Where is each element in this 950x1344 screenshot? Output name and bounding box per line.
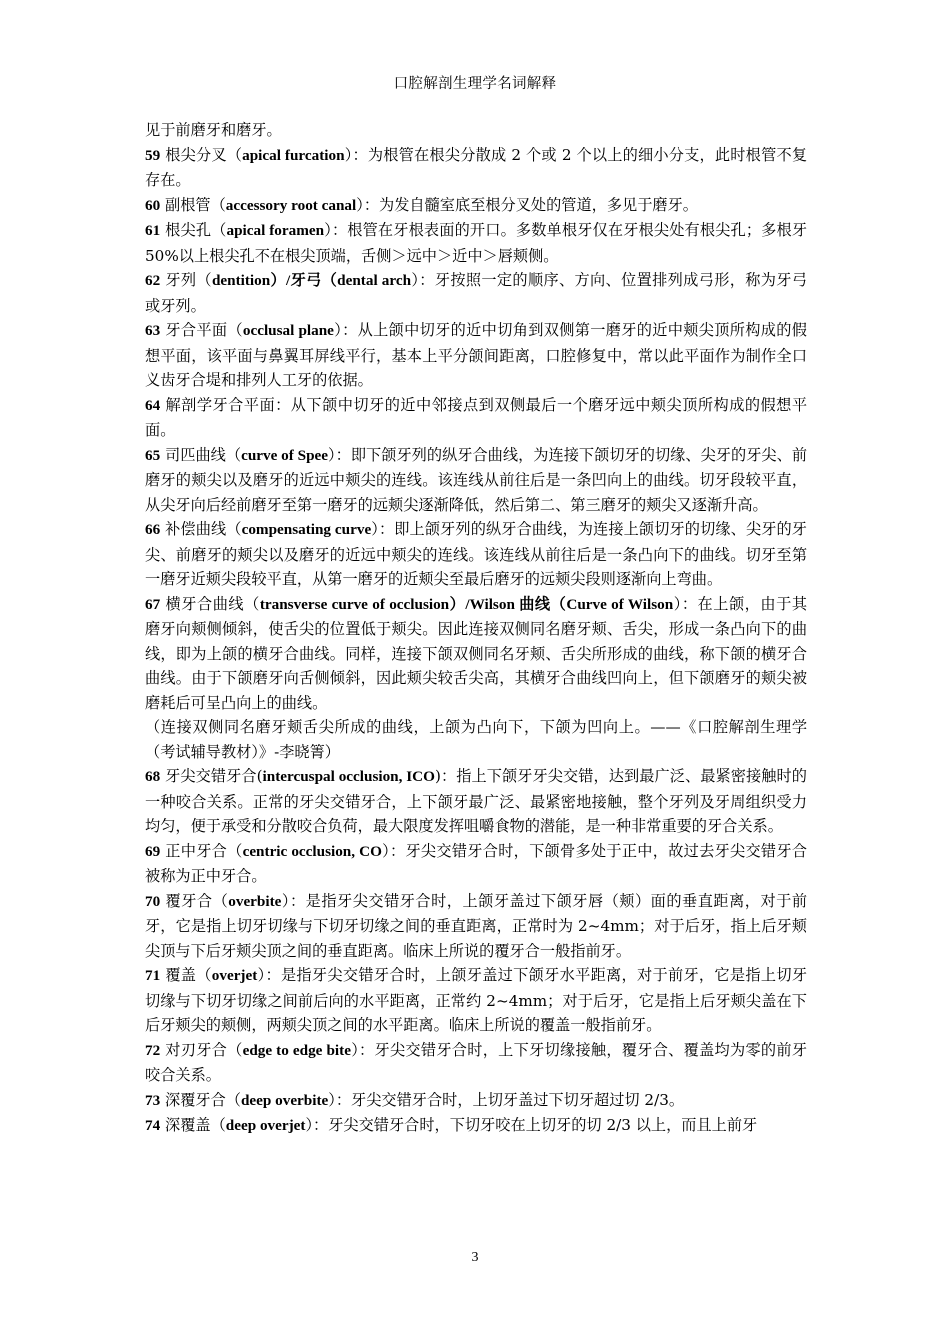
paragraph bbox=[145, 963, 807, 1038]
term-english: occlusal plane bbox=[242, 322, 334, 339]
term-number: 69 bbox=[145, 842, 161, 860]
document-body bbox=[145, 118, 807, 1139]
term-separator: ）/牙弓（ bbox=[270, 272, 338, 289]
term-name: 牙合平面（ bbox=[165, 321, 243, 339]
term-english: apical foramen bbox=[226, 222, 325, 239]
term-english: apical furcation bbox=[242, 146, 345, 164]
term-english-alt: Curve of Wilson bbox=[566, 595, 674, 613]
term-definition: ）：是指牙尖交错牙合时，上颌牙盖过下颌牙唇（颊）面的垂直距离，对于前牙，它是指上切牙切缘与下切牙切缘之间的垂直距离，正常时为 2~4mm；对于后牙，指上后牙颊尖顶与下后牙颊尖顶之间的垂直距离。临床上所说的覆牙合一般指前牙。 bbox=[145, 891, 808, 960]
term-number: 71 bbox=[145, 967, 161, 984]
term-name: 司匹曲线（ bbox=[165, 445, 242, 464]
paragraph bbox=[145, 517, 807, 592]
term-name: 牙尖交错牙合( bbox=[165, 767, 263, 785]
term-english: compensating curve bbox=[241, 521, 372, 538]
term-english: deep overbite bbox=[240, 1091, 329, 1109]
term-name: 横牙合曲线（ bbox=[165, 594, 260, 613]
term-number: 60 bbox=[145, 196, 161, 214]
term-name: 正中牙合（ bbox=[165, 841, 243, 860]
term-english: transverse curve of occlusion bbox=[259, 595, 450, 613]
paragraph bbox=[145, 143, 807, 193]
term-number: 59 bbox=[145, 146, 161, 164]
term-number: 63 bbox=[145, 322, 161, 339]
term-definition: ）：为根管在根尖分散成 2 个或 2 个以上的细小分支，此时根管不复存在。 bbox=[145, 145, 808, 189]
term-definition: ）：从上颌中切牙的近中切角到双侧第一磨牙的近中颊尖顶所构成的假想平面，该平面与鼻翼耳屏线平行，基本上平分颌间距离，口腔修复中，常以此平面作为制作全口义齿牙合堤和排列人工牙的依据。 bbox=[145, 321, 807, 389]
paragraph bbox=[145, 1038, 807, 1088]
term-definition: ）：根管在牙根表面的开口。多数单根牙仅在牙根尖处有根尖孔；多根牙 50%以上根尖孔不在根尖顶端，舌侧＞远中＞近中＞唇颊侧。 bbox=[145, 221, 808, 265]
term-number: 61 bbox=[145, 222, 161, 239]
paragraph bbox=[145, 218, 807, 268]
term-name: 根尖孔（ bbox=[165, 221, 227, 239]
term-name: 副根管（ bbox=[165, 195, 226, 214]
term-name: 覆牙合（ bbox=[165, 891, 229, 910]
paragraph bbox=[145, 1113, 807, 1139]
term-definition: ）：牙尖交错牙合时，上切牙盖过下切牙超过切 2/3。 bbox=[328, 1090, 685, 1109]
term-definition: )：指上下颌牙牙尖交错，达到最广泛、最紧密接触时的一种咬合关系。正常的牙尖交错牙合，上下颌牙最广泛、最紧密地接触，整个牙列及牙周组织受力均匀，便于承受和分散咬合负荷，最大限度发挥咀嚼食物的潜能，是一种非常重要的牙合关系。 bbox=[145, 767, 807, 835]
term-english: overbite bbox=[228, 892, 282, 910]
term-definition: ）：为发自髓室底至根分叉处的管道，多见于磨牙。 bbox=[356, 195, 698, 214]
term-english-alt: dental arch bbox=[337, 272, 412, 289]
paragraph bbox=[145, 393, 807, 443]
term-number: 73 bbox=[145, 1091, 161, 1109]
paragraph bbox=[145, 1088, 807, 1114]
term-english: centric occlusion, CO bbox=[242, 842, 382, 860]
term-number: 74 bbox=[145, 1117, 161, 1134]
term-name: 补偿曲线（ bbox=[165, 520, 242, 538]
term-number: 66 bbox=[145, 521, 161, 538]
term-english: curve of Spee bbox=[241, 446, 328, 464]
term-name: 对刃牙合（ bbox=[165, 1040, 243, 1059]
term-definition: ）：牙尖交错牙合时，下颌骨多处于正中，故过去牙尖交错牙合被称为正中牙合。 bbox=[145, 841, 808, 885]
term-separator: ）/Wilson 曲线（ bbox=[449, 595, 567, 613]
paragraph bbox=[145, 193, 807, 219]
term-english: deep overjet bbox=[225, 1117, 306, 1134]
term-english: dentition bbox=[211, 272, 271, 289]
term-number: 72 bbox=[145, 1041, 161, 1059]
term-name: 牙列（ bbox=[165, 271, 212, 289]
paragraph bbox=[145, 839, 807, 889]
term-english: edge to edge bite bbox=[242, 1041, 351, 1059]
paragraph-text: （连接双侧同名磨牙颊舌尖所成的曲线，上颌为凸向下，下颌为凹向上。——《口腔解剖生理学（考试辅导教材）》-李晓箐） bbox=[145, 718, 807, 761]
term-definition: ）：牙尖交错牙合时，下切牙咬在上切牙的切 2/3 以上，而且上前牙 bbox=[305, 1116, 758, 1134]
term-definition: ）：在上颌，由于其磨牙向颊侧倾斜，使舌尖的位置低于颊尖。因此连接双侧同名磨牙颊、舌尖，形成一条凸向下的曲线，即为上颌的横牙合曲线。同样，连接下颌双侧同名牙颊、舌尖所形成的曲线，称下颌的横牙合曲线。由于下颌磨牙向舌侧倾斜，因此颊尖较舌尖高，其横牙合曲线凹向上，但下颌磨牙的颊尖被磨耗后可呈凸向上的曲线。 bbox=[145, 594, 808, 712]
paragraph bbox=[145, 318, 807, 393]
term-definition: ）：即下颌牙列的纵牙合曲线，为连接下颌切牙的切缘、尖牙的牙尖、前磨牙的颊尖以及磨牙的近远中颊尖的连线。该连线从前往后是一条凹向上的曲线。切牙段较平直，从尖牙向后经前磨牙至第一磨牙的远颊尖逐渐降低，然后第二、第三磨牙的颊尖又逐渐升高。 bbox=[145, 445, 808, 514]
term-english: overjet bbox=[211, 967, 258, 984]
paragraph-text: 见于前磨牙和磨牙。 bbox=[145, 121, 282, 139]
term-name: 根尖分叉（ bbox=[165, 145, 243, 164]
term-definition: ）：是指牙尖交错牙合时，上颌牙盖过下颌牙水平距离，对于前牙，它是指上切牙切缘与下切牙切缘之间前后向的水平距离，正常约 2~4mm；对于后牙，它是指上后牙颊尖盖在下后牙颊尖的颊侧，两颊尖顶之间的水平距离。临床上所说的覆盖一般指前牙。 bbox=[145, 966, 808, 1034]
term-definition: ）：牙按照一定的顺序、方向、位置排列成弓形，称为牙弓或牙列。 bbox=[145, 271, 808, 315]
paragraph bbox=[145, 889, 807, 964]
term-definition: ）：牙尖交错牙合时，上下牙切缘接触，覆牙合、覆盖均为零的前牙咬合关系。 bbox=[145, 1040, 808, 1084]
term-number: 64 bbox=[145, 396, 161, 414]
page-header: 口腔解剖生理学名词解释 bbox=[393, 76, 557, 92]
term-name: 深覆盖（ bbox=[165, 1116, 226, 1134]
paragraph bbox=[145, 268, 807, 318]
term-english: intercuspal occlusion, ICO bbox=[262, 768, 435, 785]
paragraph bbox=[145, 715, 807, 764]
term-number: 62 bbox=[145, 272, 161, 289]
term-name: 覆盖（ bbox=[165, 966, 212, 984]
term-number: 65 bbox=[145, 446, 161, 464]
paragraph bbox=[145, 592, 807, 716]
page-number: 3 bbox=[471, 1250, 479, 1265]
paragraph bbox=[145, 443, 807, 518]
paragraph bbox=[145, 764, 807, 839]
paragraph bbox=[145, 118, 807, 143]
term-number: 68 bbox=[145, 768, 161, 785]
term-definition: 解剖学牙合平面：从下颌中切牙的近中邻接点到双侧最后一个磨牙远中颊尖顶所构成的假想平面。 bbox=[145, 395, 808, 439]
term-english: accessory root canal bbox=[225, 196, 357, 214]
term-name: 深覆牙合（ bbox=[165, 1090, 241, 1109]
term-number: 70 bbox=[145, 892, 161, 910]
term-number: 67 bbox=[145, 595, 161, 613]
term-definition: ）：即上颌牙列的纵牙合曲线，为连接上颌切牙的切缘、尖牙的牙尖、前磨牙的颊尖以及磨牙的近远中颊尖的连线。该连线从前往后是一条凸向下的曲线。切牙至第一磨牙近颊尖段较平直，从第一磨牙的近颊尖至最后磨牙的远颊尖段则逐渐向上弯曲。 bbox=[145, 520, 807, 588]
